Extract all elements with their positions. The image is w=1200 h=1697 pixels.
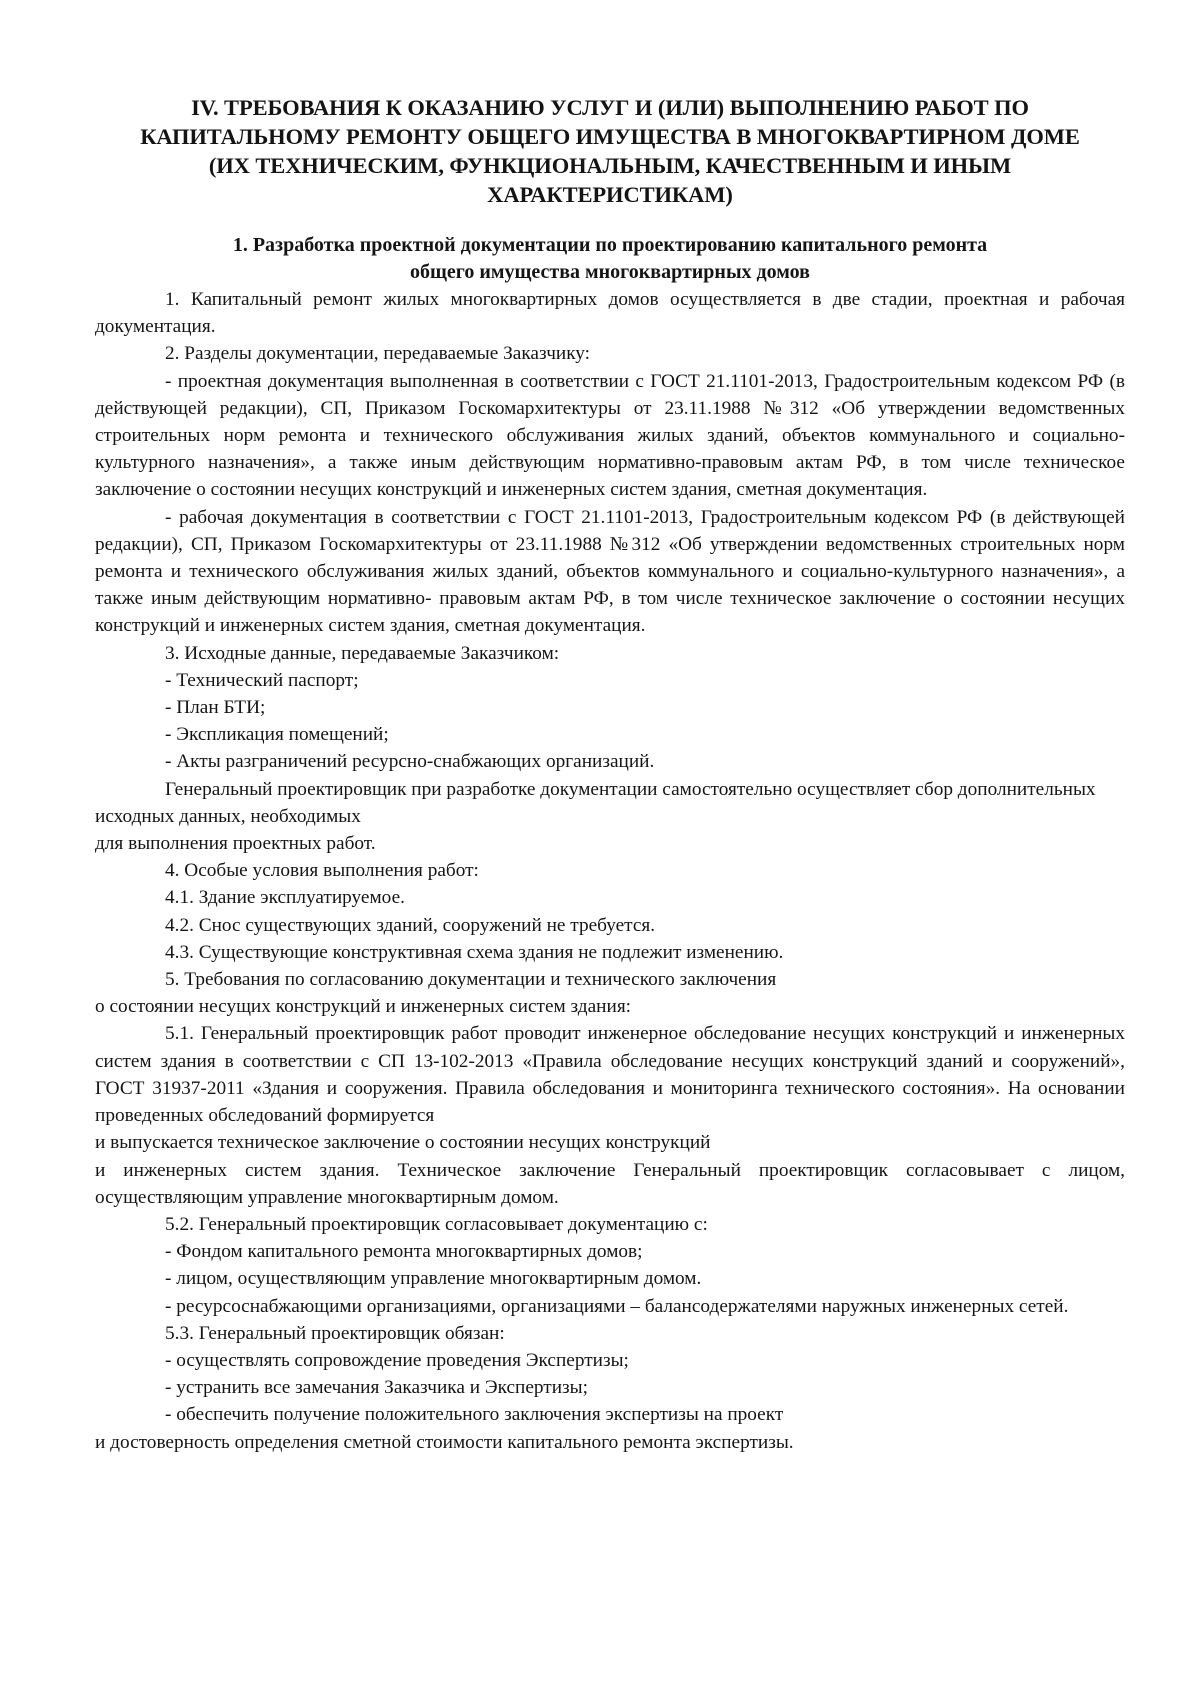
- list-item: - осуществлять сопровождение проведения Экспертизы;: [165, 1349, 629, 1371]
- paragraph: - проектная документация выполненная в соответствии с ГОСТ 21.1101-2013, Градостроительным кодексом РФ (в действующей редакции), СП, Приказом Госкомархитектуры от 23.11.1988 №312 «Об утверждении ведомственных строительных норм ремонта и технического обслуживания жилых зданий, объектов коммунального и социально-культурного назначения», а также иным действующим нормативно-правовым актам РФ, в том числе техническое заключение о состоянии несущих конструкций и инженерных систем здания, сметная документация.: [95, 370, 1125, 501]
- document-page: [95, 93, 1125, 1456]
- paragraph: 5.1. Генеральный проектировщик работ проводит инженерное обследование несущих конструкций и инженерных систем здания в соответствии с СП 13-102-2013 «Правила обследование несущих конструкций зданий и сооружений», ГОСТ 31937-2011 «Здания и сооружения. Правила обследования и мониторинга технического состояния». На основании проведенных обследований формируется: [95, 1023, 1125, 1127]
- list-item: - Экспликация помещений;: [165, 724, 389, 746]
- section-heading-line: 1. Разработка проектной документации по проектированию капитального ремонта: [232, 234, 988, 256]
- paragraph: для выполнения проектных работ.: [95, 833, 376, 855]
- paragraph: 4. Особые условия выполнения работ:: [165, 860, 479, 882]
- list-item: - План БТИ;: [165, 697, 266, 719]
- section-body: [95, 286, 1125, 1456]
- paragraph: Генеральный проектировщик при разработке документации самостоятельно осуществляет сбор дополнительных исходных данных, необходимых: [95, 778, 1096, 827]
- paragraph: 4.3. Существующие конструктивная схема здания не подлежит изменению.: [165, 941, 784, 963]
- paragraph: 4.1. Здание эксплуатируемое.: [165, 887, 405, 909]
- paragraph: и инженерных систем здания. Техническое заключение Генеральный проектировщик согласовывает с лицом, осуществляющим управление многоквартирным домом.: [95, 1159, 1125, 1208]
- paragraph: 5. Требования по согласованию документации и технического заключения: [165, 969, 777, 991]
- paragraph: о состоянии несущих конструкций и инженерных систем здания:: [95, 996, 632, 1018]
- chapter-heading-line: КАПИТАЛЬНОМУ РЕМОНТУ ОБЩЕГО ИМУЩЕСТВА В МНОГОКВАРТИРНОМ ДОМЕ: [140, 124, 1080, 149]
- chapter-heading: [95, 93, 1125, 209]
- paragraph: 4.2. Снос существующих зданий, сооружений не требуется.: [165, 914, 656, 936]
- paragraph: 2. Разделы документации, передаваемые Заказчику:: [165, 343, 591, 365]
- list-item: - Технический паспорт;: [165, 669, 359, 691]
- paragraph: и достоверность определения сметной стоимости капитального ремонта экспертизы.: [95, 1431, 794, 1453]
- paragraph: - рабочая документация в соответствии с ГОСТ 21.1101-2013, Градостроительным кодексом РФ (в действующей редакции), СП, Приказом Госкомархитектуры от 23.11.1988 №312 «Об утверждении ведомственных строительных норм ремонта и технического обслуживания жилых зданий, объектов коммунального и социально-культурного назначения», а также иным действующим нормативно- правовым актам РФ, в том числе техническое заключение о состоянии несущих конструкций и инженерных систем здания, сметная документация.: [95, 506, 1125, 637]
- paragraph: 5.2. Генеральный проектировщик согласовывает документацию с:: [165, 1213, 708, 1235]
- section-heading: [95, 232, 1125, 286]
- paragraph: и выпускается техническое заключение о состоянии несущих конструкций: [95, 1132, 711, 1154]
- list-item: - обеспечить получение положительного заключения экспертизы на проект: [165, 1404, 784, 1426]
- paragraph: 1. Капитальный ремонт жилых многоквартирных домов осуществляется в две стадии, проектная и рабочая документация.: [95, 289, 1125, 338]
- list-item: - Акты разграничений ресурсно-снабжающих организаций.: [165, 751, 655, 773]
- list-item: - Фондом капитального ремонта многоквартирных домов;: [165, 1241, 643, 1263]
- paragraph: 3. Исходные данные, передаваемые Заказчиком:: [165, 642, 560, 664]
- chapter-heading-line: IV. ТРЕБОВАНИЯ К ОКАЗАНИЮ УСЛУГ И (ИЛИ) ВЫПОЛНЕНИЮ РАБОТ ПО: [191, 95, 1029, 120]
- chapter-heading-line: (ИХ ТЕХНИЧЕСКИМ, ФУНКЦИОНАЛЬНЫМ, КАЧЕСТВЕННЫМ И ИНЫМ: [208, 153, 1012, 178]
- section-heading-line: общего имущества многоквартирных домов: [410, 261, 810, 283]
- list-item: - ресурсоснабжающими организациями, организациями – балансодержателями наружных инженерных сетей.: [165, 1295, 1069, 1317]
- chapter-heading-line: ХАРАКТЕРИСТИКАМ): [487, 182, 733, 207]
- list-item: - лицом, осуществляющим управление многоквартирным домом.: [165, 1268, 702, 1290]
- list-item: - устранить все замечания Заказчика и Экспертизы;: [165, 1377, 588, 1399]
- paragraph: 5.3. Генеральный проектировщик обязан:: [165, 1322, 505, 1344]
